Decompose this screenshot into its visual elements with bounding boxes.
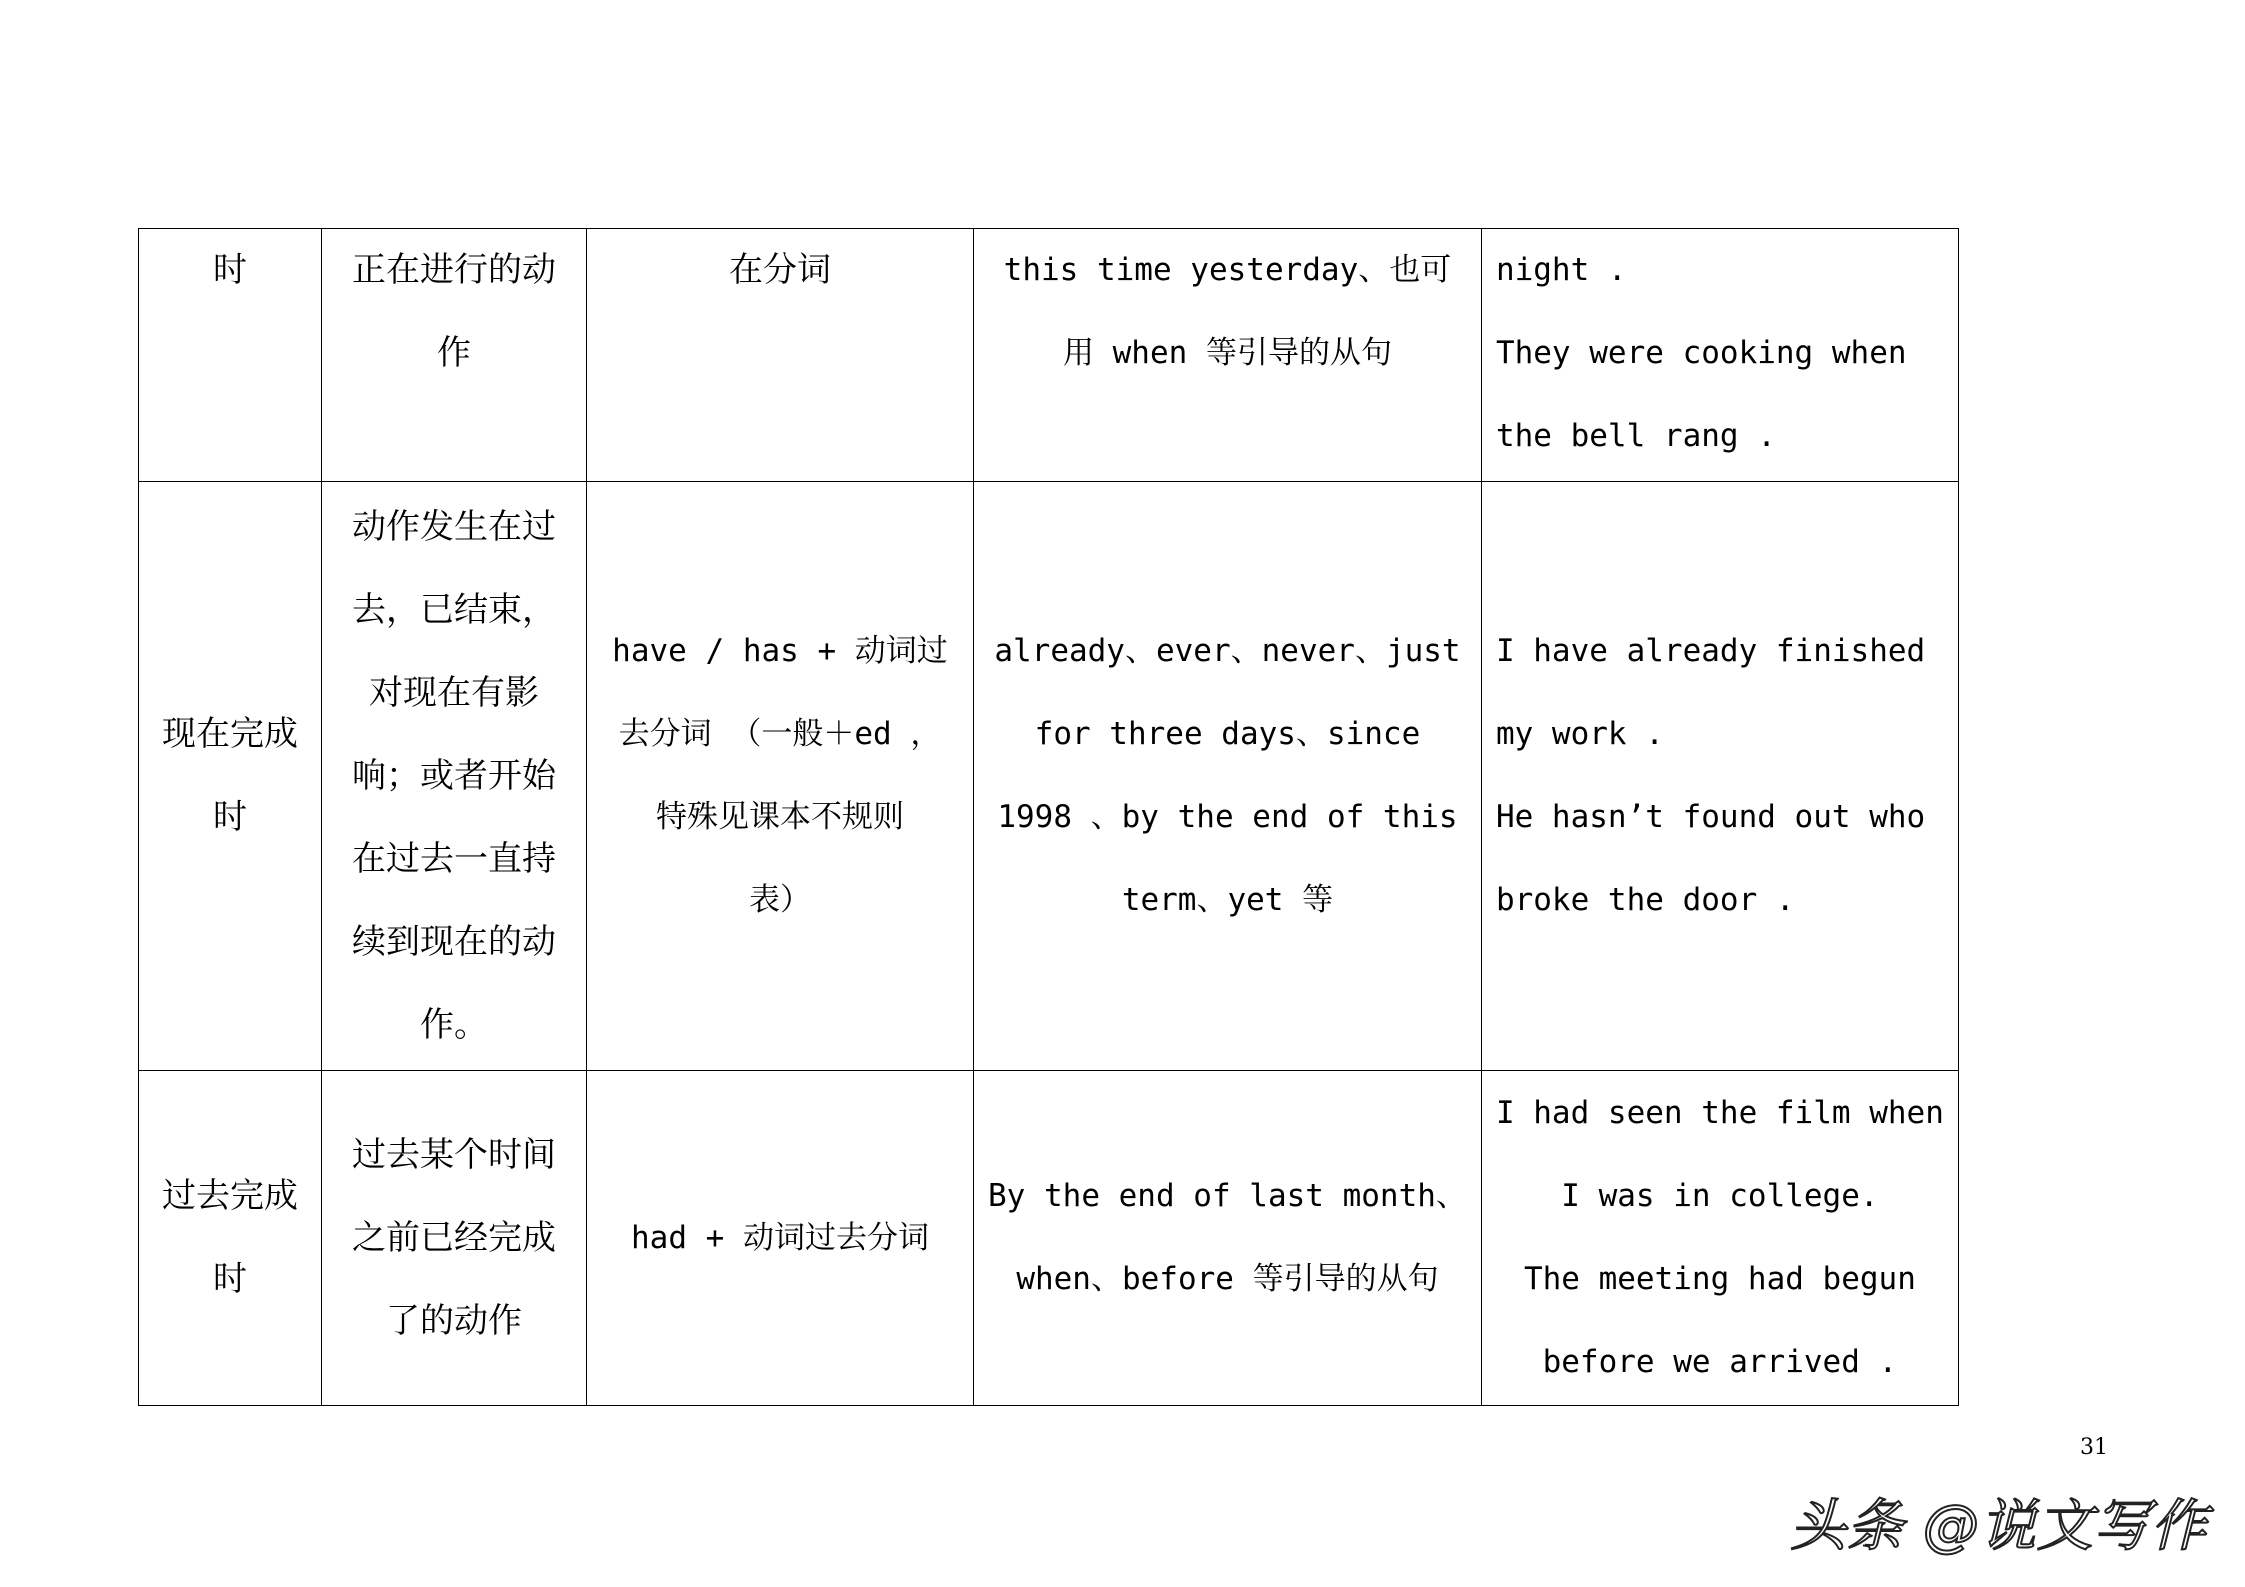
cell-line: before we arrived . xyxy=(1542,1344,1898,1380)
cell-line: 表） xyxy=(749,882,811,918)
cell-line: this time yesterday、也可 xyxy=(1003,252,1452,288)
table-row xyxy=(139,229,1959,482)
tense-cell xyxy=(139,1071,322,1406)
examples-cell xyxy=(1481,482,1958,1071)
cell-line: 在过去一直持 xyxy=(352,838,556,879)
cell-line: 去，已结束， xyxy=(352,589,556,630)
usage-cell xyxy=(322,1071,587,1406)
cell-line: 去分词 （一般＋ed ， xyxy=(618,716,942,752)
cell-line: 作。 xyxy=(420,1004,488,1045)
cell-line: I have already finished xyxy=(1495,633,1926,669)
examples-cell xyxy=(1481,1071,1958,1406)
cell-line: 对现在有影 xyxy=(369,672,539,713)
usage-cell xyxy=(322,229,587,482)
cell-line: already、ever、never、just xyxy=(994,633,1461,669)
time-words-cell xyxy=(974,482,1482,1071)
cell-line: 续到现在的动 xyxy=(352,921,556,962)
cell-line: 之前已经完成 xyxy=(352,1217,556,1258)
cell-line: I had seen the film when xyxy=(1495,1095,1944,1131)
cell-line: 作 xyxy=(437,333,471,373)
page-number: 31 xyxy=(2080,1435,2108,1460)
cell-line: 时 xyxy=(213,250,247,290)
table-row xyxy=(139,482,1959,1071)
cell-line: 用 when 等引导的从句 xyxy=(1062,335,1392,371)
cell-line: 时 xyxy=(213,1259,247,1299)
form-cell xyxy=(587,482,974,1071)
time-words-cell xyxy=(974,1071,1482,1406)
cell-line: the bell rang . xyxy=(1495,418,1776,454)
cell-line: 时 xyxy=(213,797,247,837)
cell-line: for three days、since xyxy=(1034,716,1421,752)
cell-line: I was in college. xyxy=(1561,1178,1879,1214)
watermark-logo: 头条 @说文写作 xyxy=(1790,1494,2208,1559)
table-row xyxy=(139,1071,1959,1406)
cell-line: have / has + 动词过 xyxy=(612,633,948,669)
cell-line: 响；或者开始 xyxy=(352,755,556,796)
cell-line: 特殊见课本不规则 xyxy=(656,799,904,835)
examples-cell xyxy=(1481,229,1958,482)
cell-line: 1998 、by the end of this xyxy=(997,799,1458,835)
usage-cell xyxy=(322,482,587,1071)
cell-line: 过去完成 xyxy=(162,1176,298,1216)
cell-line: had + 动词过去分词 xyxy=(631,1219,929,1256)
cell-line: 了的动作 xyxy=(386,1300,522,1341)
cell-line: 现在完成 xyxy=(162,714,298,754)
time-words-cell xyxy=(974,229,1482,482)
tense-cell xyxy=(139,229,322,482)
cell-line: They were cooking when xyxy=(1495,335,1907,371)
cell-line: my work . xyxy=(1495,716,1664,752)
form-cell xyxy=(587,229,974,482)
cell-line: when、before 等引导的从句 xyxy=(1016,1261,1439,1297)
cell-line: By the end of last month、 xyxy=(988,1178,1467,1214)
grammar-tense-table xyxy=(138,228,1959,1406)
cell-line: 动作发生在过 xyxy=(352,506,556,547)
cell-line: He hasn’t found out who xyxy=(1495,799,1926,835)
cell-line: term、yet 等 xyxy=(1121,882,1334,918)
cell-line: night . xyxy=(1495,252,1627,288)
form-cell xyxy=(587,1071,974,1406)
tense-cell xyxy=(139,482,322,1071)
cell-line: 正在进行的动 xyxy=(352,250,556,290)
cell-line: The meeting had begun xyxy=(1523,1261,1916,1297)
cell-line: 在分词 xyxy=(729,250,831,290)
cell-line: broke the door . xyxy=(1495,882,1795,918)
cell-line: 过去某个时间 xyxy=(352,1134,556,1175)
